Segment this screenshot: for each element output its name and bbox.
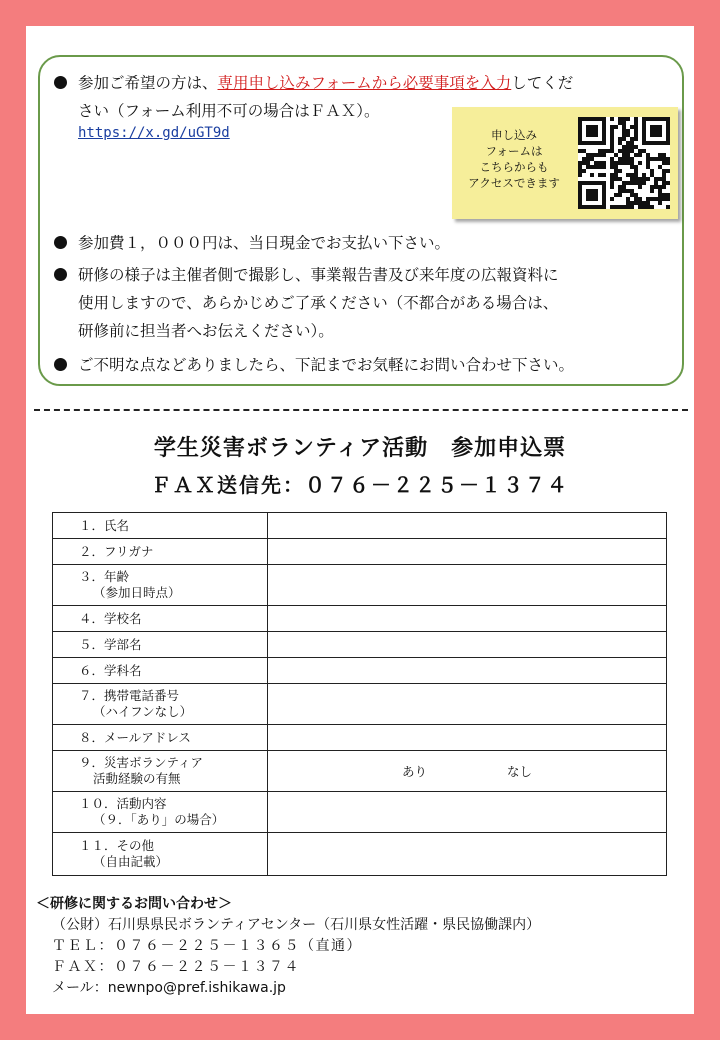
row-label (53, 513, 268, 539)
apply-form-link[interactable]: 専用申し込みフォームから必要事項を入力 (217, 74, 512, 92)
bullet-dot (54, 76, 67, 89)
form-url-link[interactable]: https://x.gd/uGT9d (78, 125, 230, 141)
row-label-text: ５．学部名 (79, 636, 142, 652)
apply-line2: さい（フォーム利用不可の場合はＦＡＸ）。 (78, 102, 380, 120)
bullet-dot (54, 358, 67, 371)
row-label-text: ９．災害ボランティア (79, 755, 204, 770)
faculty-field[interactable] (268, 632, 667, 658)
notice-bullet-inquiry (54, 351, 674, 379)
row-label-text: ７．携帯電話番号 (79, 688, 180, 703)
fax-destination: ＦＡＸ送信先：０７６－２２５－１３７４ (151, 473, 569, 497)
apply-suffix: してくだ (511, 74, 574, 92)
row-label (53, 632, 268, 658)
bullet-dot (54, 268, 67, 281)
row-label (53, 751, 268, 792)
fee-text: 参加費１，０００円は、当日現金でお支払い下さい。 (78, 234, 451, 252)
contact-heading: ＜研修に関するお問い合わせ＞ (36, 896, 232, 912)
option-no[interactable]: なし (507, 764, 533, 779)
table-row (53, 606, 667, 632)
photo-line1: 研修の様子は主催者側で撮影し、事業報告書及び来年度の広報資料に (78, 266, 559, 284)
table-row (53, 513, 667, 539)
mobile-phone-field[interactable] (268, 684, 667, 725)
furigana-field[interactable] (268, 539, 667, 565)
notice-box (38, 55, 684, 386)
row-label-sub: （参加日時点） (93, 585, 181, 600)
cut-line (34, 409, 688, 411)
qr-card (452, 107, 678, 219)
qr-code-icon[interactable] (578, 117, 670, 209)
contact-organization: （公財）石川県県民ボランティアセンター（石川県女性活躍・県民協働課内） (52, 917, 541, 933)
row-label-text: ６．学科名 (79, 662, 142, 678)
row-label (53, 725, 268, 751)
row-label (53, 606, 268, 632)
contact-info (36, 894, 540, 999)
row-label (53, 833, 268, 876)
row-label (53, 565, 268, 606)
table-row (53, 658, 667, 684)
department-field[interactable] (268, 658, 667, 684)
email-field[interactable] (268, 725, 667, 751)
table-row (53, 539, 667, 565)
application-form-table (52, 512, 667, 876)
table-row (53, 725, 667, 751)
contact-email[interactable]: メール：newnpo@pref.ishikawa.jp (52, 980, 286, 996)
age-field[interactable] (268, 565, 667, 606)
photo-line2: 使用しますので、あらかじめご了承ください（不都合がある場合は、 (78, 294, 559, 312)
table-row (53, 632, 667, 658)
table-row (53, 792, 667, 833)
row-label (53, 684, 268, 725)
table-row (53, 684, 667, 725)
apply-prefix: 参加ご希望の方は、 (78, 74, 218, 92)
table-row (53, 751, 667, 792)
qr-caption (456, 127, 572, 191)
row-label (53, 792, 268, 833)
row-label-text: ４．学校名 (79, 610, 142, 626)
table-row (53, 833, 667, 876)
row-label-text: １１．その他 (79, 838, 155, 853)
row-label (53, 658, 268, 684)
inquiry-text: ご不明な点などありましたら、下記までお気軽にお問い合わせ下さい。 (78, 356, 575, 374)
option-yes[interactable]: あり (401, 764, 427, 779)
row-label-sub: （自由記載） (93, 854, 169, 869)
row-label-sub: 活動経験の有無 (93, 771, 181, 786)
table-row (53, 565, 667, 606)
name-field[interactable] (268, 513, 667, 539)
notice-bullet-photo (54, 261, 674, 345)
bullet-dot (54, 236, 67, 249)
row-label-sub: （ハイフンなし） (93, 704, 193, 719)
row-label-text: ３．年齢 (79, 569, 130, 584)
row-label-sub: （９．「あり」の場合） (93, 812, 225, 827)
contact-fax: ＦＡＸ：０７６－２２５－１３７４ (52, 959, 300, 975)
row-label-text: ８．メールアドレス (79, 729, 191, 745)
other-notes-field[interactable] (268, 833, 667, 876)
row-label-text: １．氏名 (79, 517, 130, 533)
qr-caption-line: フォームは (485, 144, 543, 158)
qr-caption-line: アクセスできます (468, 176, 560, 190)
school-field[interactable] (268, 606, 667, 632)
flyer-page (26, 26, 694, 1014)
qr-caption-line: こちらからも (479, 160, 549, 174)
qr-caption-line: 申し込み (491, 128, 537, 142)
photo-line3: 研修前に担当者へお伝えください）。 (78, 322, 334, 340)
activity-details-field[interactable] (268, 792, 667, 833)
volunteer-experience-choice (268, 751, 667, 792)
notice-bullet-fee (54, 229, 674, 257)
row-label-text: １０．活動内容 (79, 796, 167, 811)
row-label (53, 539, 268, 565)
row-label-text: ２．フリガナ (79, 543, 154, 559)
contact-tel: ＴＥＬ：０７６－２２５－１３６５（直通） (52, 938, 362, 954)
form-title: 学生災害ボランティア活動 参加申込票 (153, 436, 567, 461)
